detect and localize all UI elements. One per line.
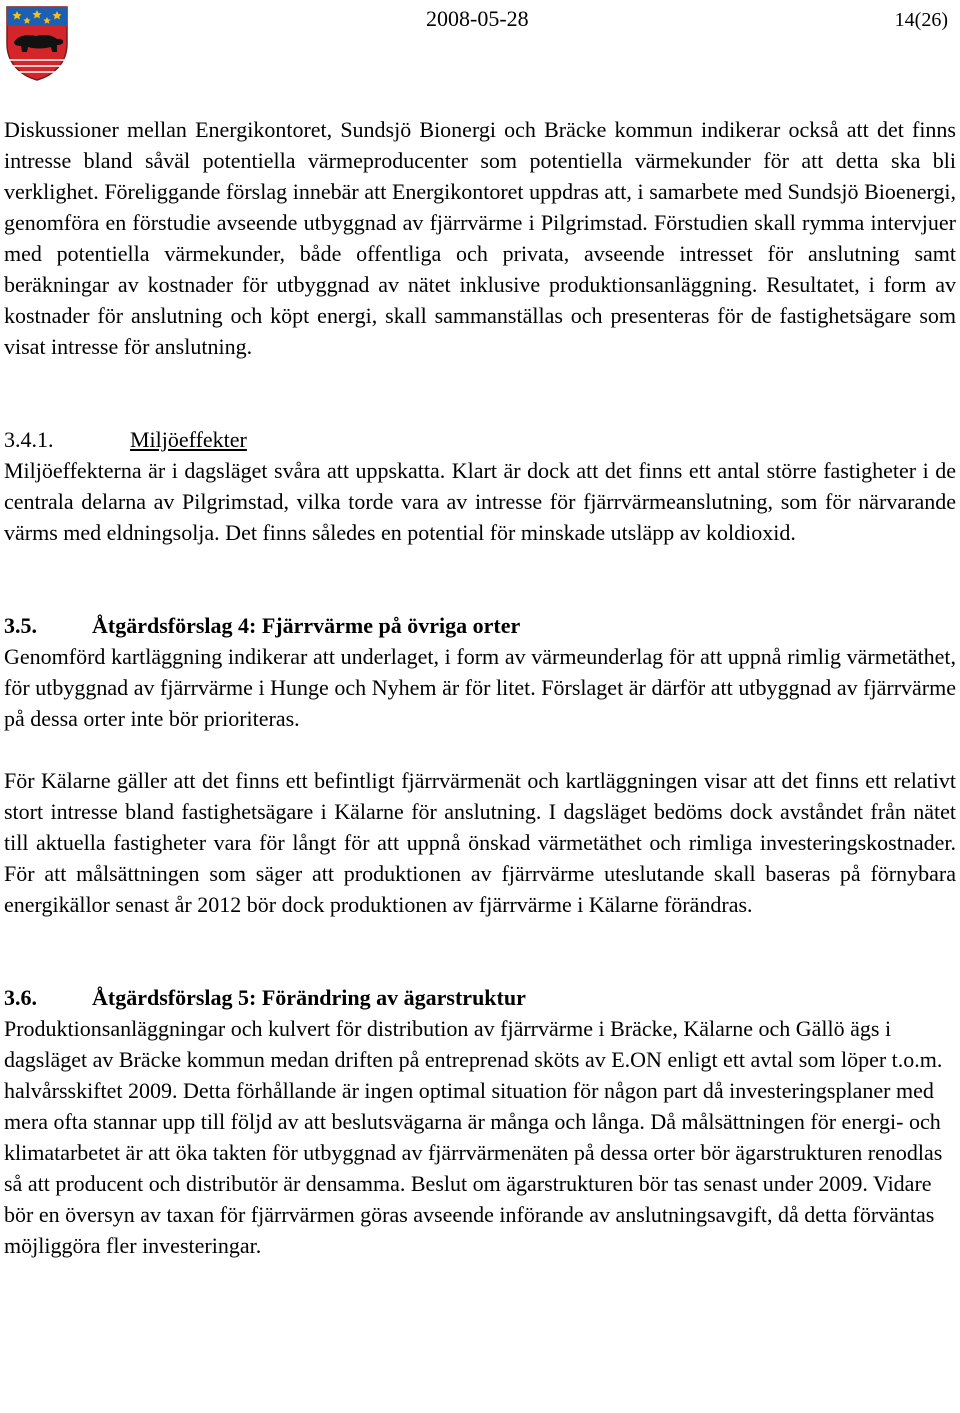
section-title: Åtgärdsförslag 4: Fjärrvärme på övriga orter (92, 613, 521, 638)
page-header (0, 0, 960, 90)
section-title: Åtgärdsförslag 5: Förändring av ägarstruktur (92, 985, 526, 1010)
section-paragraph-hunge-nyhem: Genomförd kartläggning indikerar att underlaget, i form av värmeunderlag för att uppnå rimlig värmetäthet, för utbyggnad av fjärrvärme i Hunge och Nyhem är för litet. Förslaget är därför att utbyggnad av fjärrvärme på dessa orter inte bör prioriteras. (4, 644, 956, 731)
document-body (4, 114, 956, 1261)
municipal-coat-of-arms-icon (4, 4, 70, 82)
section-heading-3-4-1 (4, 424, 956, 455)
section-heading-3-5 (4, 610, 956, 641)
section-number: 3.4.1. (4, 427, 54, 452)
section-heading-3-6 (4, 982, 956, 1013)
page-number: 14(26) (894, 9, 948, 31)
section-paragraph-agarstruktur: Produktionsanläggningar och kulvert för distribution av fjärrvärme i Bräcke, Kälarne och Gällö ägs i dagsläget av Bräcke kommun medan driften på entreprenad sköts av E.ON enligt ett avtal som löper t.o.m. halvårsskiftet 2009. Detta förhållande är ingen optimal situation för någon part då investeringsplaner med mera ofta stannar upp till följd av att beslutsvägarna är många och långa. Då målsättningen för energi- och klimatarbetet är att öka takten för utbyggnad av fjärrvärmenäten på dessa orter bör ägarstrukturen renodlas så att producent och distributör är densamma. Beslut om ägarstrukturen bör tas senast under 2009. Vidare bör en översyn av taxan för fjärrvärmen göras avseende införande av anslutningsavgift, då detta förväntas möjliggöra fler investeringar. (4, 1016, 943, 1258)
section-number: 3.6. (4, 985, 37, 1010)
section-paragraph-miljoeffekter: Miljöeffekterna är i dagsläget svåra att uppskatta. Klart är dock att det finns ett antal större fastigheter i de centrala delarna av Pilgrimstad, vilka torde vara av intresse för fjärrvärmeanslutning, som för närvarande värms med eldningsolja. Det finns således en potential för minskade utsläpp av koldioxid. (4, 458, 956, 545)
section-title: Miljöeffekter (130, 427, 247, 452)
section-paragraph-kalarne: För Kälarne gäller att det finns ett befintligt fjärrvärmenät och kartläggningen visar att det finns ett relativt stort intresse bland fastighetsägare i Kälarne för anslutning. I dagsläget bedöms dock avståndet från nätet till aktuella fastigheter vara för långt för att uppnå önskad värmetäthet och rimliga investeringskostnader. För att målsättningen som säger att produktionen av fjärrvärme uteslutande skall baseras på förnybara energikällor senast år 2012 bör dock produktionen av fjärrvärme i Kälarne förändras. (4, 768, 956, 917)
header-date: 2008-05-28 (426, 6, 529, 31)
intro-paragraph: Diskussioner mellan Energikontoret, Sundsjö Bionergi och Bräcke kommun indikerar också att det finns intresse bland såväl potentiella värmeproducenter som potentiella värmekunder för att detta ska bli verklighet. Föreliggande förslag innebär att Energikontoret uppdras att, i samarbete med Sundsjö Bioenergi, genomföra en förstudie avseende utbyggnad av fjärrvärme i Pilgrimstad. Förstudien skall rymma intervjuer med potentiella värmekunder, både offentliga och privata, avseende intresset för anslutning samt beräkningar av kostnader för utbyggnad av nätet inklusive produktionsanläggning. Resultatet, i form av kostnader för anslutning och köpt energi, skall sammanställas och presenteras för de fastighetsägare som visat intresse för anslutning. (4, 117, 956, 359)
section-number: 3.5. (4, 613, 37, 638)
